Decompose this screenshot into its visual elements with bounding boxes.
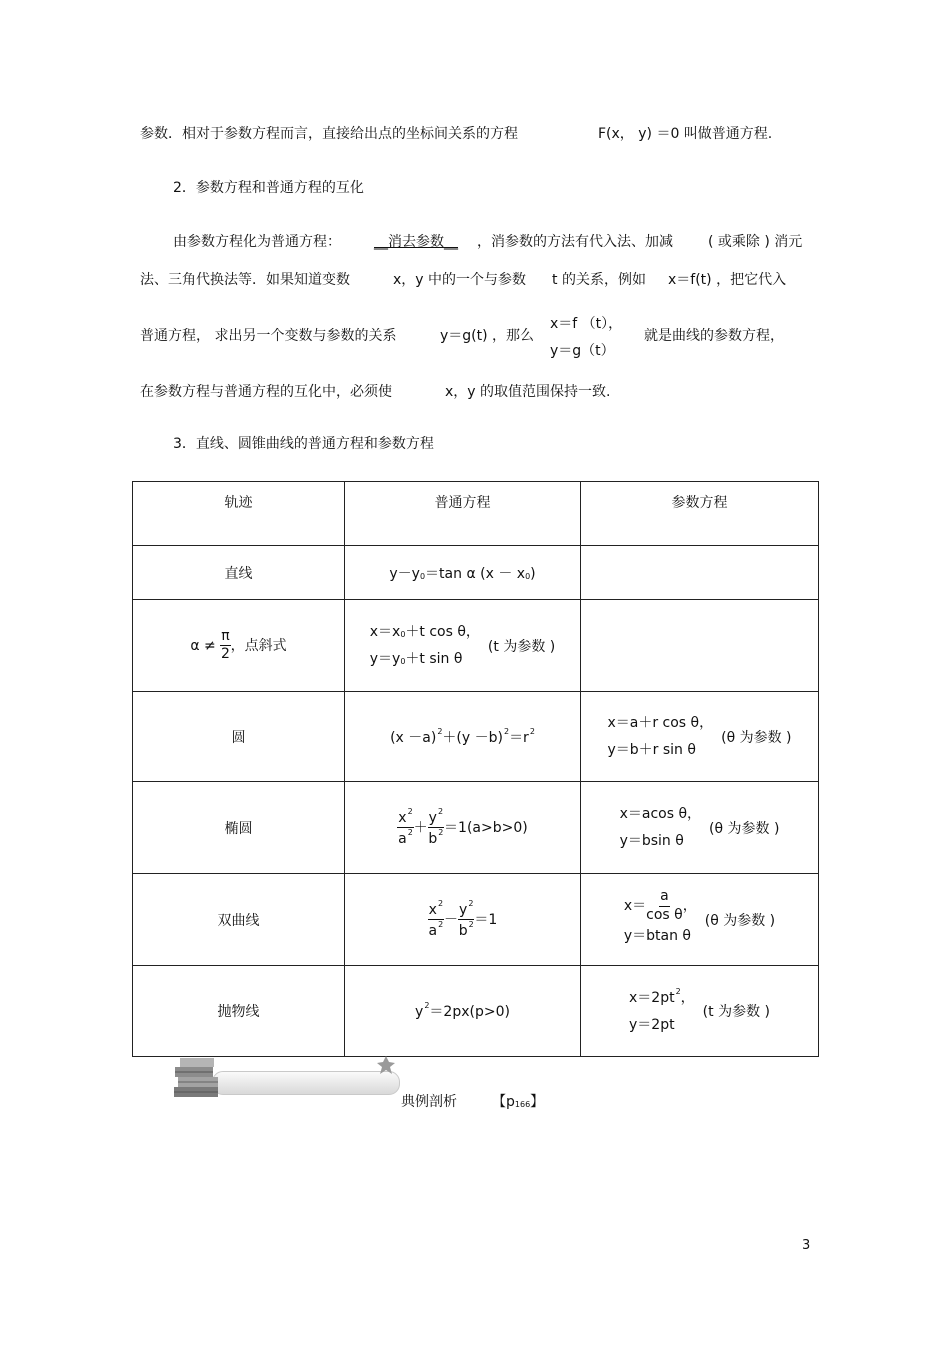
table-row-circle [133, 692, 819, 782]
header-parametric-equation: 参数方程 [581, 482, 819, 546]
table-row-point-slope [133, 600, 819, 692]
line-name: 直线 [133, 546, 345, 600]
paragraph-1-formula: F(x， y) ＝0 叫做普通方程. [598, 126, 773, 142]
header-trajectory: 轨迹 [133, 482, 345, 546]
line-parametric-eq-empty [581, 546, 819, 600]
banner-bar [212, 1071, 400, 1095]
table-row-ellipse [133, 782, 819, 874]
ellipse-ordinary-eq: $\frac{x^2}{a^2}$ ＋ $\frac{y^2}{b^2}$ ＝1(a>b>0) [345, 782, 581, 874]
paragraph-1-text: 参数．相对于参数方程而言，直接给出点的坐标间关系的方程 [140, 126, 518, 142]
banner-label: 典例剖析 [401, 1094, 457, 1110]
line-1-pre: 由参数方程化为普通方程： [173, 234, 341, 250]
table-row-hyperbola [133, 874, 819, 966]
line-2-d: x＝f(t) ，把它代入 [668, 272, 787, 288]
pi-over-2-fraction: $\frac{\pi}{2}$ [220, 627, 230, 662]
point-slope-condition: α ≠ $\frac{\pi}{2}$ ，点斜式 [133, 600, 345, 692]
answer-blank: __消去参数__ [374, 234, 458, 250]
parabola-parametric-eq: $x=2pt^2$， y＝2pt (t 为参数 ) [581, 966, 819, 1057]
line-2-a: 法、三角代换法等．如果知道变数 [140, 272, 350, 288]
line-3-a: 普通方程， 求出另一个变数与参数的关系 [140, 328, 397, 344]
table-row-line [133, 546, 819, 600]
hyperbola-name: 双曲线 [133, 874, 345, 966]
table-row-parabola [133, 966, 819, 1057]
point-slope-parametric-eq: x＝x0＋t cos θ， y＝y0＋t sin θ (t 为参数 ) [345, 600, 581, 692]
header-ordinary-equation: 普通方程 [345, 482, 581, 546]
ellipse-parametric-eq: x＝acos θ， y＝bsin θ (θ 为参数 ) [581, 782, 819, 874]
line-2-c: t 的关系，例如 [552, 272, 646, 288]
section-2-heading: 2．参数方程和普通方程的互化 [173, 180, 364, 196]
point-slope-empty [581, 600, 819, 692]
section-2-line-1 [173, 235, 341, 249]
line-4-b: x，y 的取值范围保持一致. [445, 384, 611, 400]
section-3-heading: 3．直线、圆锥曲线的普通方程和参数方程 [173, 436, 434, 452]
parabola-name: 抛物线 [133, 966, 345, 1057]
line-4-a: 在参数方程与普通方程的互化中，必须使 [140, 384, 392, 400]
line-1-post: ，消参数的方法有代入法、加减 [477, 234, 673, 250]
line-ordinary-eq: y－y0＝tan α (x － x0) [345, 546, 581, 600]
line-3-system-row-2: y＝g（t） [550, 343, 615, 359]
line-3-b: y＝g(t) ，那么 [440, 328, 535, 344]
line-1-paren: ( 或乘除 ) 消元 [708, 234, 803, 250]
page-number: 3 [802, 1238, 811, 1253]
leaf-icon [376, 1055, 396, 1075]
table-header-row [133, 482, 819, 546]
line-3-c: 就是曲线的参数方程， [644, 328, 784, 344]
section-banner [172, 1055, 400, 1105]
ellipse-name: 椭圆 [133, 782, 345, 874]
parabola-ordinary-eq: $y^2=2px(p>0)$ [345, 966, 581, 1057]
curve-equations-table [132, 481, 819, 1057]
line-2-b: x，y 中的一个与参数 [393, 272, 527, 288]
circle-parametric-eq: x＝a＋r cos θ， y＝b＋r sin θ (θ 为参数 ) [581, 692, 819, 782]
line-3-system-row-1: x＝f （t）， [550, 316, 623, 332]
circle-name: 圆 [133, 692, 345, 782]
books-icon [172, 1055, 232, 1105]
hyperbola-ordinary-eq: $\frac{x^2}{a^2}$ － $\frac{y^2}{b^2}$ ＝1 [345, 874, 581, 966]
hyperbola-parametric-eq: x＝ $\frac{a}{\text{cos θ}}$ ， y＝btan θ (θ 为参数 ) [581, 874, 819, 966]
circle-ordinary-eq: $(x -a)^2+(y -b)^2=r^2$ [345, 692, 581, 782]
page-reference: 【p166】 [492, 1094, 545, 1110]
